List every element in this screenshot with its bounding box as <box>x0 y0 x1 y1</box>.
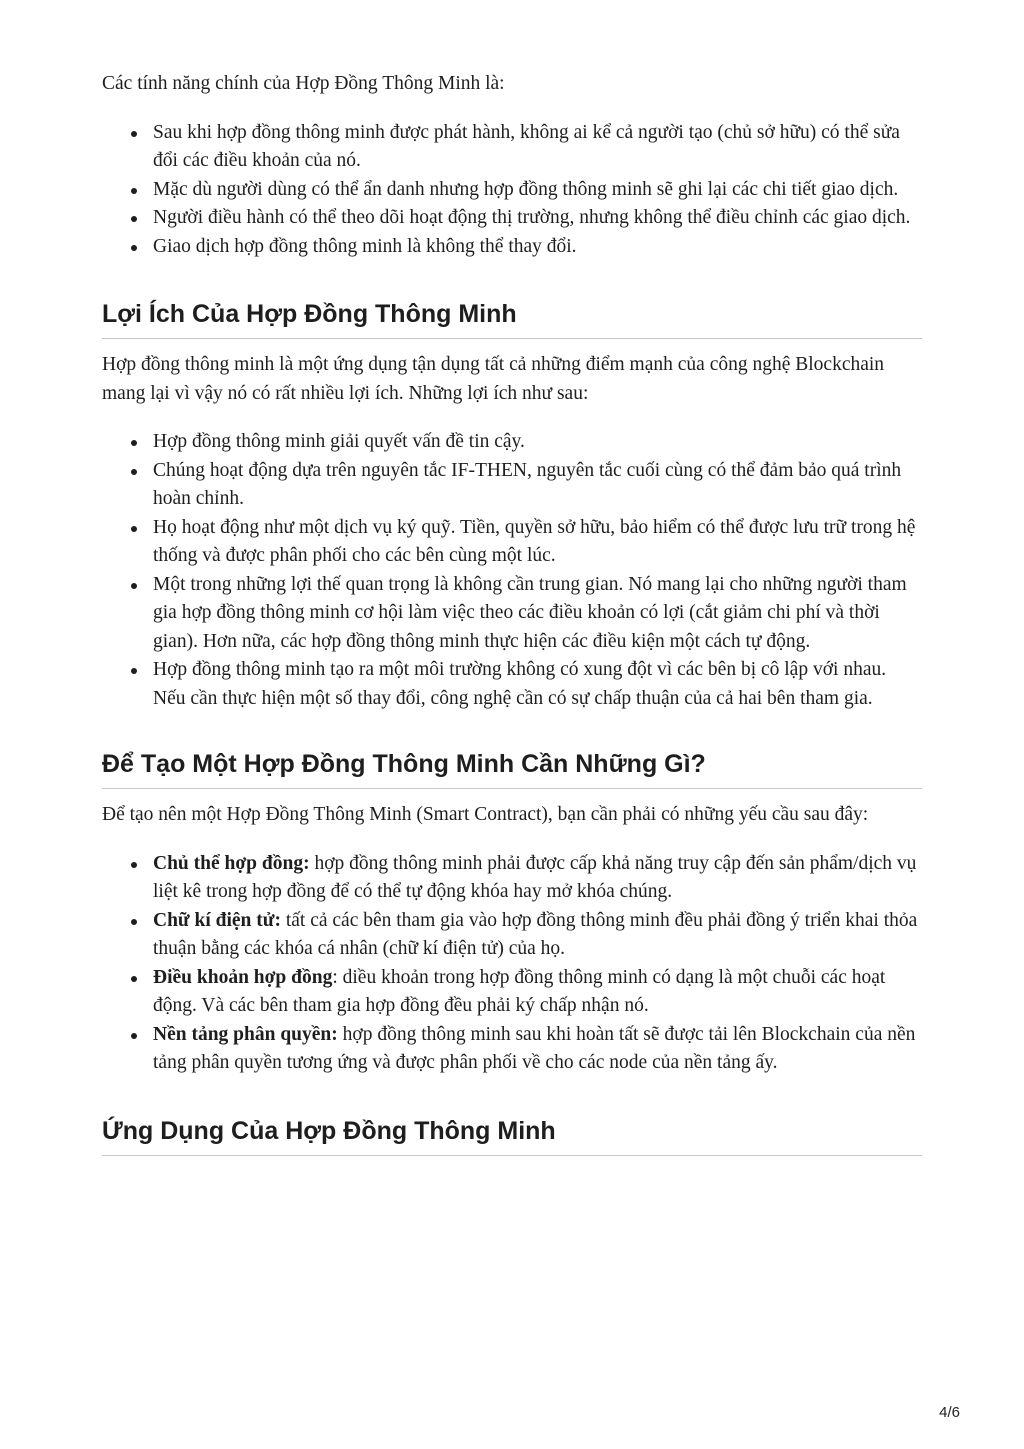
list-item: Nền tảng phân quyền: hợp đồng thông minh sau khi hoàn tất sẽ được tải lên Blockchain của nền tảng phân quyền tương ứng và được phân phối về cho các node của nền tảng ấy. <box>102 1021 922 1078</box>
requirements-heading: Để Tạo Một Hợp Đồng Thông Minh Cần Những Gì? <box>102 749 922 789</box>
list-item: Một trong những lợi thế quan trọng là không cần trung gian. Nó mang lại cho những người tham gia hợp đồng thông minh cơ hội làm việc theo các điều khoản có lợi (cắt giảm chi phí và thời gian). Hơn nữa, các hợp đồng thông minh thực hiện các điều kiện một cách tự động. <box>102 571 922 657</box>
bullet-icon <box>131 976 137 982</box>
page-number: 4/6 <box>939 1404 960 1421</box>
item-term: Chữ kí điện tử: <box>153 909 281 931</box>
bullet-icon <box>131 440 137 446</box>
features-intro: Các tính năng chính của Hợp Đồng Thông Minh là: <box>102 73 505 94</box>
bullet-icon <box>131 583 137 589</box>
benefits-heading: Lợi Ích Của Hợp Đồng Thông Minh <box>102 299 922 339</box>
list-item: Chúng hoạt động dựa trên nguyên tắc IF-THEN, nguyên tắc cuối cùng có thể đảm bảo quá trình hoàn chỉnh. <box>102 457 922 514</box>
list-item: Chủ thể hợp đồng: hợp đồng thông minh phải được cấp khả năng truy cập đến sản phẩm/dịch vụ liệt kê trong hợp đồng để có thể tự động khóa hay mở khóa chúng. <box>102 850 922 907</box>
list-item: Họ hoạt động như một dịch vụ ký quỹ. Tiền, quyền sở hữu, bảo hiểm có thể được lưu trữ trong hệ thống và được phân phối cho các bên cùng một lúc. <box>102 514 922 571</box>
requirements-list <box>102 850 922 1078</box>
item-term: Chủ thể hợp đồng: <box>153 852 310 874</box>
bullet-icon <box>131 526 137 532</box>
item-term: Điều khoản hợp đồng <box>153 966 333 988</box>
bullet-icon <box>131 469 137 475</box>
benefits-list <box>102 428 922 713</box>
features-list <box>102 119 922 262</box>
applications-heading: Ứng Dụng Của Hợp Đồng Thông Minh <box>102 1116 922 1156</box>
list-item: Hợp đồng thông minh giải quyết vấn đề tin cậy. <box>102 428 922 457</box>
list-item: Mặc dù người dùng có thể ẩn danh nhưng hợp đồng thông minh sẽ ghi lại các chi tiết giao dịch. <box>102 176 922 205</box>
bullet-icon <box>131 131 137 137</box>
bullet-icon <box>131 245 137 251</box>
list-item: Giao dịch hợp đồng thông minh là không thể thay đổi. <box>102 233 922 262</box>
list-item: Điều khoản hợp đồng: diều khoản trong hợp đồng thông minh có dạng là một chuỗi các hoạt động. Và các bên tham gia hợp đồng đều phải ký chấp nhận nó. <box>102 964 922 1021</box>
bullet-icon <box>131 668 137 674</box>
requirements-intro: Để tạo nên một Hợp Đồng Thông Minh (Smart Contract), bạn cần phải có những yếu cầu sau đây: <box>102 804 869 825</box>
benefits-intro: Hợp đồng thông minh là một ứng dụng tận dụng tất cả những điểm mạnh của công nghệ Blockchain mang lại vì vậy nó có rất nhiều lợi ích. Những lợi ích như sau: <box>102 354 885 404</box>
bullet-icon <box>131 862 137 868</box>
list-item: Hợp đồng thông minh tạo ra một môi trường không có xung đột vì các bên bị cô lập với nhau. Nếu cần thực hiện một số thay đổi, công nghệ cần có sự chấp thuận của cả hai bên tham gia. <box>102 656 922 713</box>
list-item: Người điều hành có thể theo dõi hoạt động thị trường, nhưng không thể điều chỉnh các giao dịch. <box>102 204 922 233</box>
bullet-icon <box>131 1033 137 1039</box>
list-item: Sau khi hợp đồng thông minh được phát hành, không ai kể cả người tạo (chủ sở hữu) có thể sửa đổi các điều khoản của nó. <box>102 119 922 176</box>
document-page <box>102 70 922 1156</box>
bullet-icon <box>131 188 137 194</box>
bullet-icon <box>131 216 137 222</box>
list-item: Chữ kí điện tử: tất cả các bên tham gia vào hợp đồng thông minh đều phải đồng ý triển khai thỏa thuận bằng các khóa cá nhân (chữ kí điện tử) của họ. <box>102 907 922 964</box>
bullet-icon <box>131 919 137 925</box>
item-term: Nền tảng phân quyền: <box>153 1023 338 1045</box>
